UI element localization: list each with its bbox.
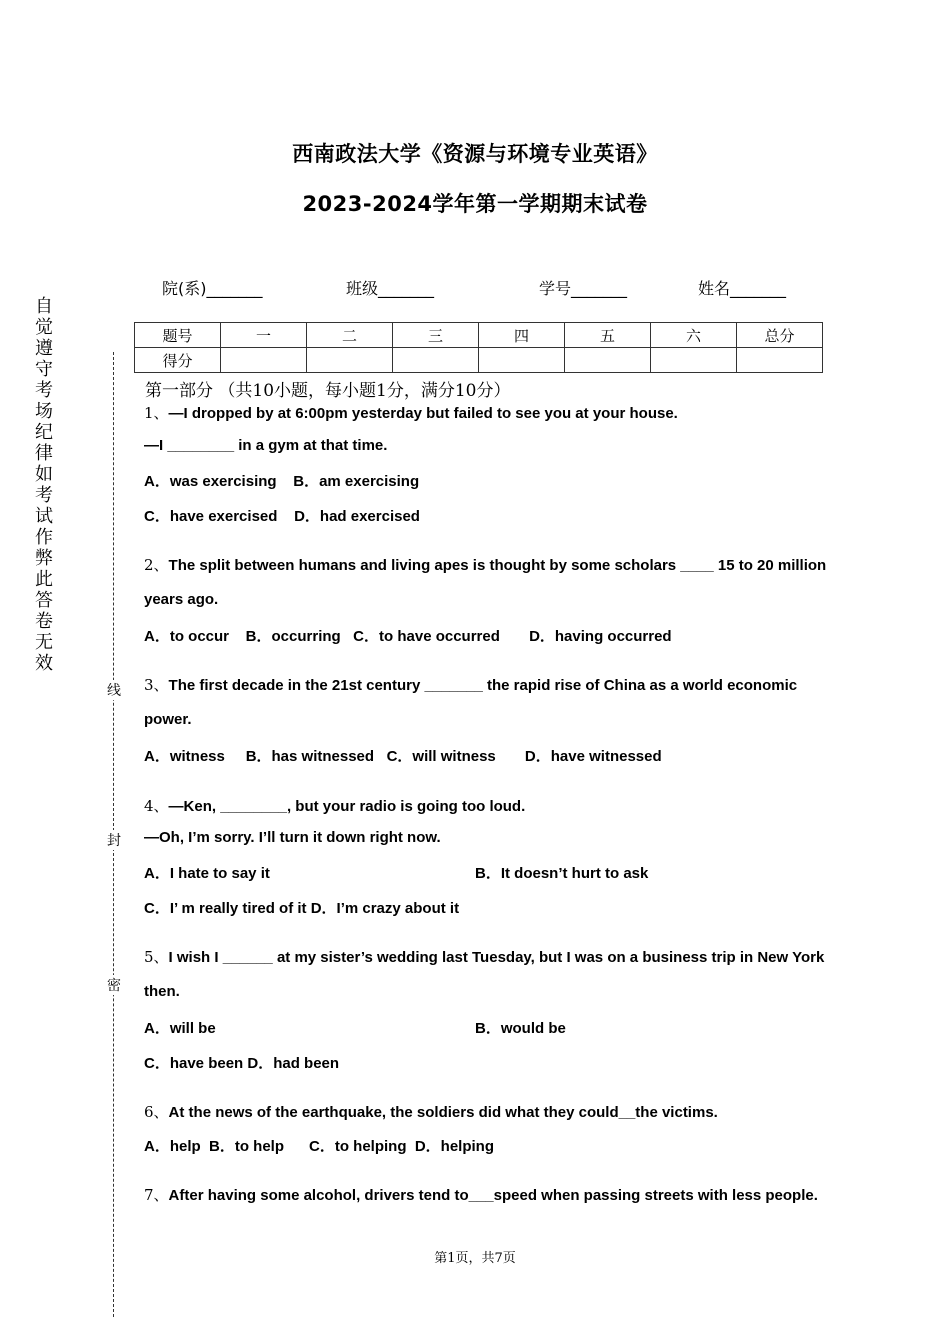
seal-char-secret: 密: [105, 975, 123, 995]
question-7: [144, 1184, 818, 1205]
seal-char-line: 线: [105, 680, 123, 700]
question-5-option-b: B．would be: [475, 1020, 566, 1037]
score-cell: [737, 348, 823, 373]
seal-char-seal: 封: [105, 830, 123, 850]
question-2: [144, 554, 826, 575]
score-table-score-row: [135, 348, 823, 373]
score-header-cell: 四: [479, 323, 565, 348]
question-text: —Ken, ________, but your radio is going too loud.: [168, 798, 526, 815]
score-header-cell: 题号: [135, 323, 221, 348]
score-header-cell: 五: [565, 323, 651, 348]
question-5-line2: then.: [144, 983, 180, 1000]
score-table: [134, 322, 823, 373]
question-text: The split between humans and living apes is thought by some scholars ____ 15 to 20 million: [168, 557, 827, 574]
question-6: [144, 1101, 718, 1122]
question-number: 3、: [144, 676, 169, 694]
question-5: [144, 946, 824, 967]
exam-title-line1: 西南政法大学《资源与环境专业英语》: [292, 142, 658, 166]
question-4-option-a: A．I hate to say it: [144, 865, 270, 882]
score-header-cell: 三: [393, 323, 479, 348]
question-5-option-a: A．will be: [144, 1020, 216, 1037]
name-field: 姓名_______: [698, 279, 787, 298]
question-number: 1、: [144, 404, 169, 422]
question-3-line2: power.: [144, 711, 192, 728]
question-5-options-cd: C．have been D．had been: [144, 1055, 340, 1072]
question-text: I wish I ______ at my sister’s wedding last Tuesday, but I was on a business trip in New York: [168, 949, 825, 966]
score-table-header-row: [135, 323, 823, 348]
page-footer: 第1页，共7页: [434, 1251, 516, 1266]
question-4: [144, 795, 525, 816]
department-field: 院(系)_______: [162, 279, 263, 298]
student-id-field: 学号_______: [539, 279, 628, 298]
exam-discipline-warning: 自觉遵守考场纪律如考试作弊此答卷无效: [35, 296, 53, 674]
question-1-options-ab: A．was exercising B．am exercising: [144, 473, 420, 490]
score-header-cell: 二: [307, 323, 393, 348]
question-2-options: A．to occur B．occurring C．to have occurred D．having occurred: [144, 628, 672, 645]
score-cell: [393, 348, 479, 373]
class-field: 班级_______: [346, 279, 435, 298]
question-text: The first decade in the 21st century _______ the rapid rise of China as a world economic: [168, 677, 798, 694]
question-number: 5、: [144, 948, 169, 966]
score-header-cell: 一: [221, 323, 307, 348]
score-cell: [479, 348, 565, 373]
question-number: 6、: [144, 1103, 169, 1121]
score-header-cell: 总分: [737, 323, 823, 348]
question-6-options: A．help B．to help C．to helping D．helping: [144, 1138, 494, 1155]
question-4-line2: —Oh, I’m sorry. I’ll turn it down right now.: [144, 829, 441, 846]
question-1-line2: —I ________ in a gym at that time.: [144, 437, 388, 454]
question-4-options-cd: C．I’ m really tired of it D．I’m crazy about it: [144, 900, 460, 917]
question-number: 2、: [144, 556, 169, 574]
question-3: [144, 674, 797, 695]
question-text: At the news of the earthquake, the soldiers did what they could__the victims.: [168, 1104, 718, 1121]
score-row-label: 得分: [135, 348, 221, 373]
question-text: After having some alcohol, drivers tend to___speed when passing streets with less people.: [168, 1187, 818, 1204]
question-number: 4、: [144, 797, 169, 815]
score-cell: [651, 348, 737, 373]
question-1: [144, 402, 678, 423]
question-4-option-b: B．It doesn’t hurt to ask: [475, 865, 649, 882]
score-cell: [565, 348, 651, 373]
question-text: —I dropped by at 6:00pm yesterday but failed to see you at your house.: [168, 405, 678, 422]
section-heading: 第一部分 （共10小题，每小题1分，满分10分）: [145, 381, 511, 401]
question-number: 7、: [144, 1186, 169, 1204]
question-3-options: A．witness B．has witnessed C．will witness D．have witnessed: [144, 748, 662, 765]
score-cell: [307, 348, 393, 373]
score-header-cell: 六: [651, 323, 737, 348]
question-1-options-cd: C．have exercised D．had exercised: [144, 508, 420, 525]
exam-title-line2: 2023-2024学年第一学期期末试卷: [302, 192, 648, 216]
question-2-line2: years ago.: [144, 591, 219, 608]
score-cell: [221, 348, 307, 373]
